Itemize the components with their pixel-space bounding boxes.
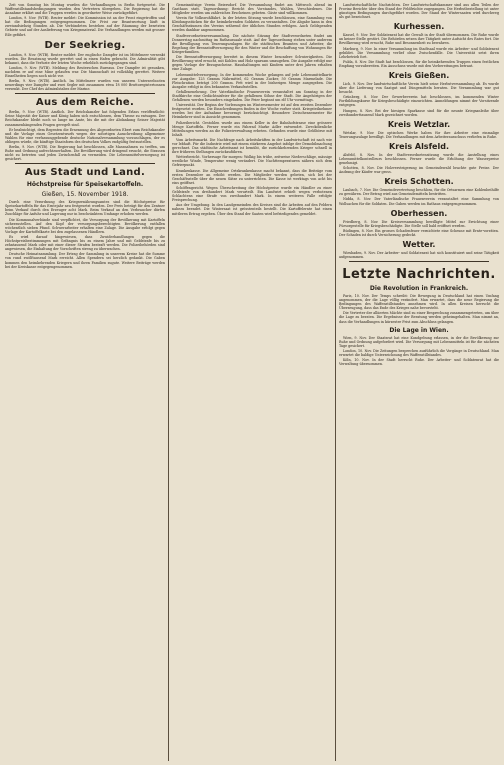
article-paragraph: Die Brennstoffversorgung bereitet in diesem Winter besondere Schwierigkeiten. Die Bevölkerung wird ersucht, mit Kohlen und Holz sparsam umzugehen. Die Ausgabe erfolgt nur gegen Vorlage der Bezugsscheine. Haushaltungen mit Kindern unter drei Jahren erhalten eine Zulage.	[172, 55, 332, 72]
section-heading: Kreis Schotten.	[384, 177, 454, 187]
article-paragraph: Vom Arbeitsmarkt. Die Nachfrage nach Arbeitskräften in der Landwirtschaft ist nach wie vor lebhaft. Für die Industrie wird mit einem stärkeren Angebot infolge der Demobilmachung gerechnet. Das städtische Arbeitsamt ist bemüht, die zurückkehrenden Krieger schnell in ihre früheren Stellungen zurückzuführen.	[172, 137, 332, 155]
column-2	[172, 3, 332, 761]
article-paragraph: Paris, 10. Nov. Der Temps schreibt: Die Bewegung in Deutschland hat einen Umfang angenommen, der die Lage völlig verändert. Man erwartet, dass die neue Regierung die Bedingungen des Waffenstillstandes annehmen wird. In allen Kreisen herrscht die Überzeugung, dass das Ende des Krieges nahe bevorsteht.	[339, 294, 499, 311]
article-paragraph: London, 9. Nov. (WTB). Reuter meldet: Der englische Dampfer ist im Mittelmeer versenkt worden. Die Besatzung wurde gerettet und in einen Hafen gebracht. Die Admiralität gibt bekannt, dass die Verluste der letzten Woche erheblich zurückgegangen sind.	[5, 52, 165, 65]
article-paragraph: Hungen, 8. Nov. Bei der hiesigen Sparkasse sind für die neunte Kriegsanleihe über zweihunderttausend Mark gezeichnet worden.	[339, 108, 499, 117]
article-paragraph: Krankenkasse. Die Allgemeine Ortskrankenkasse macht bekannt, dass die Beiträge vom ersten Dezember an erhöht werden. Die Mitglieder werden gebeten, sich bei der Geschäftsstelle über die neuen Sätze zu unterrichten. Die Kasse ist werktags von acht bis eins geöffnet.	[172, 168, 332, 185]
article-paragraph: Berlin, 9. Nov. (WTB). Amtlich. Der Reichskanzler hat folgenden Erlass veröffentlicht: Seine Majestät der Kaiser und König haben sich entschlossen, dem Throne zu entsagen. Der Reichskanzler bleibt noch so lange im Amte, bis die mit der Abdankung Seiner Majestät zusammenhängenden Fragen geregelt sind.	[5, 110, 165, 127]
article-paragraph: Fulda, 8. Nov. Die Stadt hat beschlossen, für die heimkehrenden Truppen einen festlichen Empfang vorzubereiten. Ein Ausschuss wurde mit den Vorbereitungen betraut.	[339, 59, 499, 68]
article-paragraph: Marburg, 9. Nov. In einer Versammlung im Stadtsaal wurde ein Arbeiter- und Soldatenrat gebildet. Die Versammlung verlief ohne Zwischenfälle. Die Universität setzt ihren Lehrbetrieb fort.	[339, 46, 499, 59]
section-heading: Aus Stadt und Land.	[24, 167, 146, 179]
article-paragraph: Stadtverordnetenversammlung. Die nächste Sitzung der Stadtverordneten findet am Donnerstag nachmittag im Rathaussaale statt. Auf der Tagesordnung stehen unter anderem die Bewilligung von Teuerungszulagen für die städtischen Beamten und Arbeiter, die Regelung der Brennstoffversorgung für den Winter und die Beschaffung von Wohnungen für Kriegerfamilien.	[172, 33, 332, 54]
column-rule	[168, 3, 169, 761]
divider	[15, 163, 155, 164]
column-rule	[335, 3, 336, 761]
dateline: Gießen, 15. November 1918.	[41, 191, 129, 199]
article-paragraph: Laubach, 7. Nov. Die Gemeindevertretung beschloss, für die Ortsarmen eine Kohlenbeihilfe zu gewähren. Der Betrag wird aus Gemeindemitteln bestritten.	[339, 188, 499, 197]
section-heading: Kurhessen.	[393, 22, 445, 32]
article-paragraph: Landwirtschaftliche Nachrichten. Der Landwirtschaftskammer sind aus allen Teilen der Provinz Berichte über den Stand der Feldfrüchte zugegangen. Die Herbstbestellung ist unter günstigen Bedingungen durchgeführt worden. Der Stand der Wintersaaten wird durchweg als gut bezeichnet.	[339, 3, 499, 20]
article-paragraph: Schotten, 8. Nov. Die Holzversteigerung im Gemeindewald brachte gute Preise. Der Andrang der Käufer war gross.	[339, 166, 499, 175]
section-heading: Aus dem Reiche.	[35, 97, 135, 109]
section-heading: Oberhessen.	[390, 208, 448, 218]
article-paragraph: Verein für Volkswohlfahrt. In der letzten Sitzung wurde beschlossen, eine Sammlung von Kleidungsstücken für die heimkehrenden Soldaten zu veranstalten. Die Abgabe kann in den Geschäftsräumen des Vereins während der üblichen Stunden erfolgen. Auch Geldspenden werden dankbar angenommen.	[172, 16, 332, 33]
article-paragraph: Berlin, 9. Nov. (WTB). Amtlich. Im Mittelmeer wurden von unseren Unterseebooten neuerdings vier Dampfer und zwei Segler mit zusammen etwa 18 000 Bruttoregistertonnen versenkt. Der Chef des Admiralstabes der Marine.	[5, 79, 165, 92]
article-paragraph: Gemeinnützige Verein Beiersdorf. Die Versammlung findet am Mittwoch abend im Gasthaus statt. Tagesordnung: Bericht des Vorstandes, Wahlen, Verschiedenes. Die Mitglieder werden um zahlreiches Erscheinen gebeten. Gäste sind willkommen.	[172, 3, 332, 16]
column-1	[5, 3, 165, 761]
article-paragraph: Wien, 9. Nov. Der Staatsrat hat eine Kundgebung erlassen, in der die Bevölkerung zur Ruhe und Ordnung aufgefordert wird. Die Versorgung mit Lebensmitteln ist für die nächsten Tage gesichert.	[339, 335, 499, 348]
article-paragraph: Friedberg, 8. Nov. Die Kreisversammlung bewilligte Mittel zur Errichtung einer Fürsorgestelle für Kriegsbeschädigte. Die Stelle soll bald eröffnet werden.	[339, 219, 499, 228]
article-paragraph: Grünberg, 8. Nov. Der Gewerbeverein hat beschlossen, im kommenden Winter Fortbildungskurse für Kriegsbeschädigte einzurichten. Anmeldungen nimmt der Vorsitzende entgegen.	[339, 95, 499, 108]
article-paragraph: Lich, 9. Nov. Der landwirtschaftliche Verein hielt seine Herbstversammlung ab. Es wurde über die Lieferung von Saatgut und Düngemitteln beraten. Die Versammlung war gut besucht.	[339, 81, 499, 95]
section-heading: Letzte Nachrichten.	[342, 267, 496, 283]
section-heading: Kreis Wetzlar.	[387, 119, 451, 129]
article-paragraph: Büdingen, 8. Nov. Ein grosses Schadenfeuer vernichtete eine Scheune mit Ernte-vorräten. Der Schaden ist durch Versicherung gedeckt.	[339, 228, 499, 237]
article-subheading: Höchstpreise für Speisekartoffeln.	[26, 181, 144, 189]
article-paragraph: Durch eine Verordnung des Kriegsernährungsamtes sind die Höchstpreise für Speisekartoffeln für das Erntejahr neu festgesetzt worden. Der Preis beträgt für den Zentner beim Verkauf durch den Erzeuger acht Mark. Beim Verkauf an den Verbraucher dürfen Zuschläge für Anfuhr und Lagerung nur in beschränktem Umfange erhoben werden.	[5, 200, 165, 217]
section-heading: Der Seekrieg.	[44, 39, 126, 51]
article-paragraph: Aus der Umgebung. In den Landgemeinden des Kreises sind die Arbeiten auf den Feldern nahezu beendet. Die Wintersaat ist grösstenteils bestellt. Die Kartoffelernte hat einen mittleren Ertrag ergeben. Über den Stand der Saaten wird befriedigendes gemeldet.	[172, 203, 332, 216]
article-paragraph: Wetterbericht. Vorhersage für morgen: Wolkig bis trübe, zeitweise Niederschläge, mässige westliche Winde, Temperatur wenig verändert. Die Nachttemperaturen nähern sich dem Gefrierpunkt.	[172, 155, 332, 168]
divider	[349, 261, 489, 262]
article-paragraph: Polizeibericht. Gestohlen wurde aus einem Keller in der Bahnhofstrasse eine grössere Menge Kartoffeln. Ferner wurde ein Fahrrad Marke Adler entwendet. Zweckdienliche Mitteilungen werden an die Polizeiverwaltung erbeten. Gefunden wurde eine Geldbörse mit Inhalt.	[172, 120, 332, 137]
article-paragraph: Berlin, 9. Nov. (WTB). Die Regierung hat beschlossen, alle Massnahmen zu treffen, um Ruhe und Ordnung aufrechtzuerhalten. Die Bevölkerung wird dringend ersucht, die Strassen nicht zu betreten und jeden Zwischenfall zu vermeiden. Die Lebensmittelversorgung ist gesichert.	[5, 145, 165, 162]
article-paragraph: Die Vertreter der alliierten Mächte sind zu einer Besprechung zusammengetreten, um über die Lage zu beraten. Die Ergebnisse der Beratung werden geheimgehalten. Man nimmt an, dass die Verhandlungen in kürzester Frist zum Abschluss gelangen.	[339, 311, 499, 324]
article-paragraph: Wiesbaden, 9. Nov. Der Arbeiter- und Soldatenrat hat sich konstituiert und seine Tätigkeit aufgenommen.	[339, 250, 499, 259]
section-heading: Kreis Alsfeld.	[389, 141, 449, 151]
article-paragraph: Er beabsichtigt, dem Regenten die Ernennung des Abgeordneten Ebert zum Reichskanzler und die Vorlage eines Gesetzentwurfs wegen der sofortigen Ausschreibung allgemeiner Wahlen für eine verfassunggebende deutsche Nationalversammlung vorzuschlagen, der es obliegen würde, die künftige Staatsform des deutschen Volkes endgültig festzustellen.	[5, 127, 165, 144]
article-paragraph: London, 9. Nov. (WTB). Meldung des Reuterschen Bureaus. Der Dampfer ist gesunken, nachdem er auf eine Mine gelaufen war. Die Mannschaft ist vollzählig gerettet. Weitere Einzelheiten liegen noch nicht vor.	[5, 65, 165, 78]
article-paragraph: Gefallenenehrung. Der Vaterländische Frauenverein veranstaltet am Sonntag in der Stadtkirche eine Gedächtnisfeier für die gefallenen Söhne der Stadt. Die Angehörigen der Gefallenen werden besonders eingeladen. Die Feier beginnt um elf Uhr vormittags.	[172, 89, 332, 102]
column-3	[339, 3, 499, 761]
article-paragraph: Nidda, 8. Nov. Der Vaterländische Frauenverein veranstaltet eine Sammlung von Wollsachen für die Soldaten. Die Gaben werden im Rathaus entgegengenommen.	[339, 197, 499, 206]
article-paragraph: Kassel, 9. Nov. Der Soldatenrat hat die Gewalt in der Stadt übernommen. Die Ruhe wurde an keiner Stelle gestört. Die Behörden setzen ihre Tätigkeit unter Aufsicht des Rates fort. Die Bevölkerung wird ersucht, Ruhe und Besonnenheit zu bewahren.	[339, 33, 499, 46]
article-paragraph: Schöffengericht. Wegen Überschreitung der Höchstpreise wurde ein Händler zu einer Geldstrafe von dreihundert Mark verurteilt. Ein Landwirt erhielt wegen verbotenen Schlachtens eine Strafe von zweihundert Mark. In einem weiteren Falle erfolgte Freisprechung.	[172, 186, 332, 203]
article-paragraph: Alsfeld, 8. Nov. In der Stadtverordnetensitzung wurde die Anstellung eines Lebensmittelkontrolleurs beschlossen. Ferner wurde die Erhöhung der Wasserpreise genehmigt.	[339, 152, 499, 165]
article-paragraph: Die Kommunalverbände sind verpflichtet, die Versorgung der Bevölkerung mit Kartoffeln sicherzustellen. Auf den Kopf der versorgungsberechtigten Bevölkerung entfallen wöchentlich sieben Pfund. Schwerarbeiter erhalten eine Zulage. Die Ausgabe erfolgt gegen Vorlage der Kartoffelkarte bei den zugelassenen Händlern.	[5, 217, 165, 234]
section-heading: Kreis Gießen.	[388, 70, 450, 80]
article-subheading: Die Lage in Wien.	[389, 326, 449, 334]
article-paragraph: Deutsche Heimatsammlung. Der Ertrag der Sammlung in unserem Kreise hat die Summe von rund zwölftausend Mark erreicht. Allen Spendern sei herzlich gedankt. Die Gaben kommen den heimkehrenden Kriegern und ihren Familien zugute. Weitere Beiträge werden bei der Kreiskasse entgegengenommen.	[5, 252, 165, 269]
article-paragraph: Zeit von Sonntag bis Montag wurden die Verhandlungen in Berlin fortgesetzt. Die Waffenstillstandsbedingungen wurden den Vertretern übergeben. Die Regierung hat die Annahme erklärt und die Truppen werden in geordneter Weise zurückgeführt.	[5, 3, 165, 16]
article-subheading: Die Revolution in Frankreich.	[369, 285, 469, 293]
article-paragraph: Lebensmittelversorgung. In der kommenden Woche gelangen auf jede Lebensmittelkarte zur Ausgabe: 125 Gramm Nährmittel, 62 Gramm Zucker, 50 Gramm Marmelade. Die Fleischration beträgt 200 Gramm. Fett wird in der bisherigen Menge ausgegeben. Die Ausgabe erfolgt in den bekannten Verkaufsstellen.	[172, 72, 332, 89]
article-paragraph: Köln, 10. Nov. In der Stadt herrscht Ruhe. Der Arbeiter- und Soldatenrat hat die Verwaltung übernommen.	[339, 358, 499, 367]
article-paragraph: Universität. Der Beginn der Vorlesungen im Wintersemester ist auf den zweiten Dezember festgesetzt worden. Die Einschreibungen finden in der Woche vorher statt. Kriegsteilnehmer werden bei der Aufnahme bevorzugt berücksichtigt. Besondere Zwischensemester für Heimkehrer sind in Aussicht genommen.	[172, 103, 332, 120]
section-heading: Wetter.	[402, 239, 436, 249]
article-paragraph: London, 9. Nov. (WTB). Reuter meldet: Die Kommission ist an der Front eingetroffen und hat die Bedingungen entgegengenommen. Die Frist zur Beantwortung läuft in zweiundsiebzig Stunden ab. Die Verbündeten bestehen auf der Räumung der besetzten Gebiete und auf der Auslieferung von Kriegsmaterial. Die Verhandlungen werden mit grosser Eile geführt.	[5, 16, 165, 37]
article-paragraph: Es wird darauf hingewiesen, dass Zuwiderhandlungen gegen die Höchstpreisbestimmungen mit Gefängnis bis zu einem Jahre und mit Geldstrafe bis zu zehntausend Mark oder mit einer dieser Strafen bestraft werden. Die Polizeibehörden sind angewiesen, die Einhaltung der Vorschriften streng zu überwachen.	[5, 235, 165, 252]
article-paragraph: London, 10. Nov. Die Zeitungen besprechen ausführlich die Vorgänge in Deutschland. Man erwartet die baldige Unterzeichnung des Waffenstillstandes.	[339, 348, 499, 357]
divider	[15, 93, 155, 94]
article-paragraph: Wetzlar, 9. Nov. Die optischen Werke haben für ihre Arbeiter eine einmalige Teuerungszulage bewilligt. Die Verhandlungen mit dem Arbeiterausschuss verliefen in Ruhe.	[339, 130, 499, 139]
